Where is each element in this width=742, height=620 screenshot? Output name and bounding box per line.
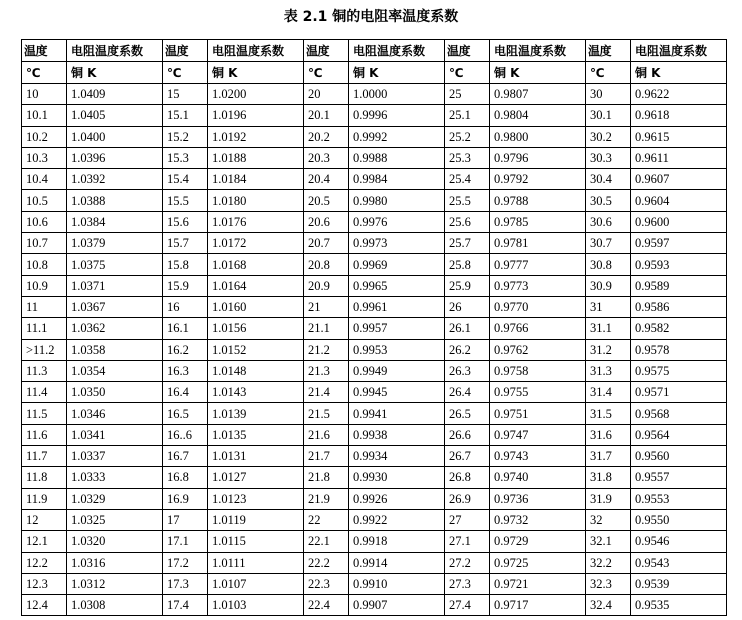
- coefficient-unit: 铜 K: [631, 62, 727, 84]
- temperature-cell: 25.1: [445, 105, 490, 126]
- coefficient-cell: 1.0131: [208, 446, 304, 467]
- coefficient-cell: 0.9758: [490, 360, 586, 381]
- temperature-cell: 30.1: [586, 105, 631, 126]
- coefficient-cell: 0.9604: [631, 190, 727, 211]
- temperature-unit: ℃: [586, 62, 631, 84]
- coefficient-cell: 1.0329: [67, 488, 163, 509]
- temperature-cell: 30.4: [586, 169, 631, 190]
- coefficient-cell: 0.9615: [631, 126, 727, 147]
- temperature-cell: 30: [586, 84, 631, 105]
- coefficient-cell: 1.0115: [208, 531, 304, 552]
- table-row: [22, 509, 727, 530]
- temperature-cell: 21.7: [304, 446, 349, 467]
- temperature-cell: 20: [304, 84, 349, 105]
- temperature-cell: 16.5: [163, 403, 208, 424]
- temperature-cell: 31.2: [586, 339, 631, 360]
- coefficient-cell: 0.9914: [349, 552, 445, 573]
- coefficient-cell: 1.0320: [67, 531, 163, 552]
- temperature-cell: 25: [445, 84, 490, 105]
- temperature-cell: 20.4: [304, 169, 349, 190]
- temperature-cell: 26.6: [445, 424, 490, 445]
- coefficient-cell: 1.0168: [208, 254, 304, 275]
- temperature-cell: >11.2: [22, 339, 67, 360]
- coefficient-cell: 0.9729: [490, 531, 586, 552]
- temperature-cell: 27.2: [445, 552, 490, 573]
- coefficient-cell: 0.9622: [631, 84, 727, 105]
- temperature-cell: 10.8: [22, 254, 67, 275]
- table-row: [22, 296, 727, 317]
- temperature-cell: 26.8: [445, 467, 490, 488]
- table-row: [22, 126, 727, 147]
- column-header-temperature: 温度: [22, 40, 67, 62]
- temperature-cell: 15.3: [163, 147, 208, 168]
- temperature-cell: 15.1: [163, 105, 208, 126]
- coefficient-cell: 0.9535: [631, 595, 727, 616]
- coefficient-cell: 0.9543: [631, 552, 727, 573]
- unit-row: [22, 62, 727, 84]
- temperature-cell: 32.4: [586, 595, 631, 616]
- coefficient-cell: 0.9907: [349, 595, 445, 616]
- coefficient-cell: 1.0392: [67, 169, 163, 190]
- temperature-cell: 21: [304, 296, 349, 317]
- coefficient-cell: 1.0127: [208, 467, 304, 488]
- coefficient-cell: 1.0172: [208, 233, 304, 254]
- temperature-cell: 11.5: [22, 403, 67, 424]
- coefficient-cell: 0.9770: [490, 296, 586, 317]
- temperature-cell: 10.1: [22, 105, 67, 126]
- temperature-cell: 31.9: [586, 488, 631, 509]
- table-row: [22, 552, 727, 573]
- temperature-cell: 11.3: [22, 360, 67, 381]
- table-row: [22, 424, 727, 445]
- temperature-cell: 31.6: [586, 424, 631, 445]
- temperature-cell: 11: [22, 296, 67, 317]
- temperature-cell: 25.5: [445, 190, 490, 211]
- table-row: [22, 169, 727, 190]
- coefficient-cell: 0.9597: [631, 233, 727, 254]
- temperature-cell: 26.3: [445, 360, 490, 381]
- temperature-cell: 31.3: [586, 360, 631, 381]
- coefficient-cell: 1.0160: [208, 296, 304, 317]
- table-row: [22, 84, 727, 105]
- coefficient-cell: 1.0156: [208, 318, 304, 339]
- temperature-cell: 17.2: [163, 552, 208, 573]
- coefficient-cell: 1.0384: [67, 211, 163, 232]
- temperature-cell: 16.8: [163, 467, 208, 488]
- coefficient-cell: 0.9593: [631, 254, 727, 275]
- coefficient-cell: 1.0396: [67, 147, 163, 168]
- coefficient-cell: 0.9762: [490, 339, 586, 360]
- temperature-cell: 20.5: [304, 190, 349, 211]
- table-row: [22, 190, 727, 211]
- coefficient-cell: 1.0148: [208, 360, 304, 381]
- table-title: 表 2.1 铜的电阻率温度系数: [283, 9, 459, 25]
- temperature-cell: 15.5: [163, 190, 208, 211]
- table-row: [22, 254, 727, 275]
- coefficient-cell: 0.9930: [349, 467, 445, 488]
- temperature-cell: 17: [163, 509, 208, 530]
- temperature-cell: 17.3: [163, 573, 208, 594]
- temperature-unit: ℃: [163, 62, 208, 84]
- temperature-cell: 11.8: [22, 467, 67, 488]
- temperature-cell: 12.4: [22, 595, 67, 616]
- coefficient-cell: 0.9949: [349, 360, 445, 381]
- coefficient-cell: 0.9953: [349, 339, 445, 360]
- coefficient-cell: 0.9800: [490, 126, 586, 147]
- column-header-coefficient: 电阻温度系数: [208, 40, 304, 62]
- temperature-cell: 11.9: [22, 488, 67, 509]
- coefficient-cell: 1.0375: [67, 254, 163, 275]
- coefficient-cell: 0.9926: [349, 488, 445, 509]
- coefficient-cell: 0.9586: [631, 296, 727, 317]
- coefficient-cell: 0.9792: [490, 169, 586, 190]
- table-row: [22, 573, 727, 594]
- coefficient-cell: 0.9611: [631, 147, 727, 168]
- coefficient-cell: 0.9557: [631, 467, 727, 488]
- temperature-cell: 12.1: [22, 531, 67, 552]
- column-header-temperature: 温度: [163, 40, 208, 62]
- coefficient-cell: 0.9785: [490, 211, 586, 232]
- coefficient-cell: 0.9934: [349, 446, 445, 467]
- temperature-cell: 25.9: [445, 275, 490, 296]
- coefficient-cell: 1.0350: [67, 382, 163, 403]
- coefficient-cell: 0.9539: [631, 573, 727, 594]
- coefficient-cell: 0.9969: [349, 254, 445, 275]
- coefficient-cell: 1.0200: [208, 84, 304, 105]
- temperature-cell: 27.3: [445, 573, 490, 594]
- temperature-cell: 26.7: [445, 446, 490, 467]
- temperature-cell: 30.9: [586, 275, 631, 296]
- table-row: [22, 233, 727, 254]
- coefficient-unit: 铜 K: [490, 62, 586, 84]
- coefficient-cell: 1.0362: [67, 318, 163, 339]
- temperature-cell: 25.4: [445, 169, 490, 190]
- column-header-temperature: 温度: [445, 40, 490, 62]
- column-header-coefficient: 电阻温度系数: [631, 40, 727, 62]
- coefficient-cell: 0.9546: [631, 531, 727, 552]
- temperature-cell: 32: [586, 509, 631, 530]
- coefficient-cell: 0.9922: [349, 509, 445, 530]
- temperature-cell: 30.5: [586, 190, 631, 211]
- temperature-cell: 20.2: [304, 126, 349, 147]
- column-header-temperature: 温度: [586, 40, 631, 62]
- coefficient-cell: 1.0312: [67, 573, 163, 594]
- temperature-cell: 32.2: [586, 552, 631, 573]
- coefficient-cell: 1.0371: [67, 275, 163, 296]
- temperature-cell: 21.6: [304, 424, 349, 445]
- coefficient-cell: 1.0341: [67, 424, 163, 445]
- temperature-cell: 32.3: [586, 573, 631, 594]
- coefficient-cell: 1.0111: [208, 552, 304, 573]
- temperature-cell: 11.4: [22, 382, 67, 403]
- coefficient-cell: 1.0388: [67, 190, 163, 211]
- coefficient-cell: 0.9918: [349, 531, 445, 552]
- temperature-cell: 15.2: [163, 126, 208, 147]
- temperature-cell: 16.9: [163, 488, 208, 509]
- temperature-cell: 26: [445, 296, 490, 317]
- coefficient-cell: 0.9618: [631, 105, 727, 126]
- coefficient-cell: 0.9564: [631, 424, 727, 445]
- temperature-cell: 21.9: [304, 488, 349, 509]
- temperature-cell: 30.3: [586, 147, 631, 168]
- temperature-cell: 10.6: [22, 211, 67, 232]
- coefficient-cell: 0.9725: [490, 552, 586, 573]
- temperature-cell: 15.6: [163, 211, 208, 232]
- temperature-cell: 21.3: [304, 360, 349, 381]
- coefficient-cell: 1.0000: [349, 84, 445, 105]
- table-row: [22, 147, 727, 168]
- temperature-cell: 15.9: [163, 275, 208, 296]
- coefficient-cell: 1.0107: [208, 573, 304, 594]
- coefficient-cell: 0.9747: [490, 424, 586, 445]
- coefficient-cell: 1.0184: [208, 169, 304, 190]
- coefficient-cell: 0.9961: [349, 296, 445, 317]
- temperature-cell: 20.1: [304, 105, 349, 126]
- temperature-cell: 16.3: [163, 360, 208, 381]
- temperature-cell: 11.6: [22, 424, 67, 445]
- table-row: [22, 595, 727, 616]
- coefficient-cell: 0.9550: [631, 509, 727, 530]
- coefficient-cell: 0.9560: [631, 446, 727, 467]
- coefficient-cell: 1.0143: [208, 382, 304, 403]
- table-row: [22, 446, 727, 467]
- temperature-cell: 15.8: [163, 254, 208, 275]
- coefficient-cell: 0.9743: [490, 446, 586, 467]
- coefficient-cell: 1.0405: [67, 105, 163, 126]
- resistivity-temperature-table: [21, 39, 727, 616]
- temperature-cell: 27: [445, 509, 490, 530]
- coefficient-cell: 1.0192: [208, 126, 304, 147]
- table-row: [22, 488, 727, 509]
- coefficient-cell: 1.0333: [67, 467, 163, 488]
- temperature-cell: 20.3: [304, 147, 349, 168]
- temperature-cell: 17.4: [163, 595, 208, 616]
- coefficient-cell: 0.9804: [490, 105, 586, 126]
- temperature-cell: 21.2: [304, 339, 349, 360]
- coefficient-unit: 铜 K: [208, 62, 304, 84]
- coefficient-cell: 0.9996: [349, 105, 445, 126]
- temperature-cell: 31.1: [586, 318, 631, 339]
- coefficient-cell: 0.9553: [631, 488, 727, 509]
- table-row: [22, 403, 727, 424]
- table-row: [22, 339, 727, 360]
- coefficient-cell: 1.0180: [208, 190, 304, 211]
- temperature-cell: 25.8: [445, 254, 490, 275]
- temperature-cell: 10.4: [22, 169, 67, 190]
- temperature-cell: 10.5: [22, 190, 67, 211]
- temperature-cell: 26.2: [445, 339, 490, 360]
- coefficient-cell: 1.0139: [208, 403, 304, 424]
- temperature-cell: 22.3: [304, 573, 349, 594]
- temperature-cell: 12: [22, 509, 67, 530]
- temperature-cell: 25.2: [445, 126, 490, 147]
- temperature-cell: 31.5: [586, 403, 631, 424]
- column-header-coefficient: 电阻温度系数: [490, 40, 586, 62]
- temperature-unit: ℃: [304, 62, 349, 84]
- coefficient-cell: 0.9717: [490, 595, 586, 616]
- coefficient-cell: 0.9721: [490, 573, 586, 594]
- coefficient-cell: 0.9781: [490, 233, 586, 254]
- temperature-cell: 31.4: [586, 382, 631, 403]
- coefficient-cell: 0.9732: [490, 509, 586, 530]
- coefficient-cell: 0.9740: [490, 467, 586, 488]
- table-row: [22, 211, 727, 232]
- temperature-cell: 20.9: [304, 275, 349, 296]
- temperature-cell: 22.4: [304, 595, 349, 616]
- coefficient-cell: 0.9777: [490, 254, 586, 275]
- coefficient-cell: 1.0409: [67, 84, 163, 105]
- temperature-cell: 21.8: [304, 467, 349, 488]
- coefficient-cell: 1.0176: [208, 211, 304, 232]
- coefficient-cell: 1.0354: [67, 360, 163, 381]
- coefficient-cell: 0.9788: [490, 190, 586, 211]
- temperature-unit: ℃: [22, 62, 67, 84]
- coefficient-cell: 1.0196: [208, 105, 304, 126]
- coefficient-cell: 0.9938: [349, 424, 445, 445]
- temperature-cell: 16.7: [163, 446, 208, 467]
- coefficient-cell: 0.9980: [349, 190, 445, 211]
- coefficient-cell: 1.0346: [67, 403, 163, 424]
- coefficient-cell: 1.0164: [208, 275, 304, 296]
- temperature-cell: 11.1: [22, 318, 67, 339]
- coefficient-cell: 0.9976: [349, 211, 445, 232]
- coefficient-cell: 0.9607: [631, 169, 727, 190]
- temperature-cell: 21.1: [304, 318, 349, 339]
- temperature-cell: 16: [163, 296, 208, 317]
- coefficient-cell: 1.0316: [67, 552, 163, 573]
- coefficient-cell: 0.9575: [631, 360, 727, 381]
- table-row: [22, 275, 727, 296]
- temperature-cell: 25.3: [445, 147, 490, 168]
- coefficient-cell: 0.9957: [349, 318, 445, 339]
- coefficient-cell: 0.9751: [490, 403, 586, 424]
- temperature-cell: 20.8: [304, 254, 349, 275]
- table-row: [22, 105, 727, 126]
- temperature-cell: 21.4: [304, 382, 349, 403]
- temperature-cell: 32.1: [586, 531, 631, 552]
- temperature-cell: 30.8: [586, 254, 631, 275]
- temperature-cell: 26.4: [445, 382, 490, 403]
- coefficient-cell: 0.9582: [631, 318, 727, 339]
- coefficient-cell: 0.9773: [490, 275, 586, 296]
- temperature-cell: 22.1: [304, 531, 349, 552]
- table-row: [22, 360, 727, 381]
- temperature-cell: 20.7: [304, 233, 349, 254]
- coefficient-cell: 0.9973: [349, 233, 445, 254]
- column-header-coefficient: 电阻温度系数: [67, 40, 163, 62]
- coefficient-cell: 0.9755: [490, 382, 586, 403]
- coefficient-cell: 1.0367: [67, 296, 163, 317]
- temperature-cell: 25.7: [445, 233, 490, 254]
- coefficient-cell: 0.9796: [490, 147, 586, 168]
- coefficient-cell: 0.9965: [349, 275, 445, 296]
- coefficient-cell: 0.9600: [631, 211, 727, 232]
- coefficient-cell: 0.9910: [349, 573, 445, 594]
- temperature-cell: 17.1: [163, 531, 208, 552]
- coefficient-cell: 1.0188: [208, 147, 304, 168]
- temperature-cell: 10.3: [22, 147, 67, 168]
- coefficient-cell: 0.9807: [490, 84, 586, 105]
- temperature-cell: 22.2: [304, 552, 349, 573]
- temperature-cell: 31.8: [586, 467, 631, 488]
- coefficient-cell: 1.0123: [208, 488, 304, 509]
- temperature-cell: 26.1: [445, 318, 490, 339]
- temperature-cell: 15.7: [163, 233, 208, 254]
- coefficient-cell: 1.0135: [208, 424, 304, 445]
- temperature-cell: 26.5: [445, 403, 490, 424]
- coefficient-cell: 1.0400: [67, 126, 163, 147]
- coefficient-cell: 0.9571: [631, 382, 727, 403]
- temperature-cell: 27.1: [445, 531, 490, 552]
- coefficient-cell: 1.0308: [67, 595, 163, 616]
- temperature-cell: 22: [304, 509, 349, 530]
- coefficient-cell: 0.9984: [349, 169, 445, 190]
- temperature-cell: 10.2: [22, 126, 67, 147]
- header-row: [22, 40, 727, 62]
- coefficient-cell: 0.9766: [490, 318, 586, 339]
- temperature-cell: 10.9: [22, 275, 67, 296]
- temperature-cell: 10.7: [22, 233, 67, 254]
- temperature-cell: 25.6: [445, 211, 490, 232]
- temperature-cell: 31: [586, 296, 631, 317]
- temperature-cell: 16.2: [163, 339, 208, 360]
- coefficient-unit: 铜 K: [349, 62, 445, 84]
- temperature-cell: 21.5: [304, 403, 349, 424]
- coefficient-cell: 0.9945: [349, 382, 445, 403]
- temperature-cell: 16.4: [163, 382, 208, 403]
- coefficient-cell: 1.0103: [208, 595, 304, 616]
- temperature-cell: 26.9: [445, 488, 490, 509]
- coefficient-cell: 1.0337: [67, 446, 163, 467]
- temperature-cell: 27.4: [445, 595, 490, 616]
- coefficient-cell: 1.0358: [67, 339, 163, 360]
- coefficient-cell: 0.9578: [631, 339, 727, 360]
- table-row: [22, 467, 727, 488]
- coefficient-cell: 0.9589: [631, 275, 727, 296]
- table-row: [22, 382, 727, 403]
- coefficient-unit: 铜 K: [67, 62, 163, 84]
- temperature-cell: 16.1: [163, 318, 208, 339]
- temperature-cell: 15.4: [163, 169, 208, 190]
- temperature-cell: 30.7: [586, 233, 631, 254]
- temperature-cell: 15: [163, 84, 208, 105]
- column-header-coefficient: 电阻温度系数: [349, 40, 445, 62]
- table-row: [22, 318, 727, 339]
- coefficient-cell: 1.0325: [67, 509, 163, 530]
- coefficient-cell: 1.0379: [67, 233, 163, 254]
- coefficient-cell: 1.0152: [208, 339, 304, 360]
- temperature-cell: 16..6: [163, 424, 208, 445]
- coefficient-cell: 0.9736: [490, 488, 586, 509]
- coefficient-cell: 0.9941: [349, 403, 445, 424]
- temperature-cell: 31.7: [586, 446, 631, 467]
- table-row: [22, 531, 727, 552]
- temperature-cell: 30.2: [586, 126, 631, 147]
- temperature-cell: 30.6: [586, 211, 631, 232]
- coefficient-cell: 0.9992: [349, 126, 445, 147]
- coefficient-cell: 0.9568: [631, 403, 727, 424]
- coefficient-cell: 0.9988: [349, 147, 445, 168]
- temperature-cell: 20.6: [304, 211, 349, 232]
- temperature-cell: 12.2: [22, 552, 67, 573]
- temperature-cell: 12.3: [22, 573, 67, 594]
- coefficient-cell: 1.0119: [208, 509, 304, 530]
- temperature-cell: 10: [22, 84, 67, 105]
- temperature-unit: ℃: [445, 62, 490, 84]
- column-header-temperature: 温度: [304, 40, 349, 62]
- temperature-cell: 11.7: [22, 446, 67, 467]
